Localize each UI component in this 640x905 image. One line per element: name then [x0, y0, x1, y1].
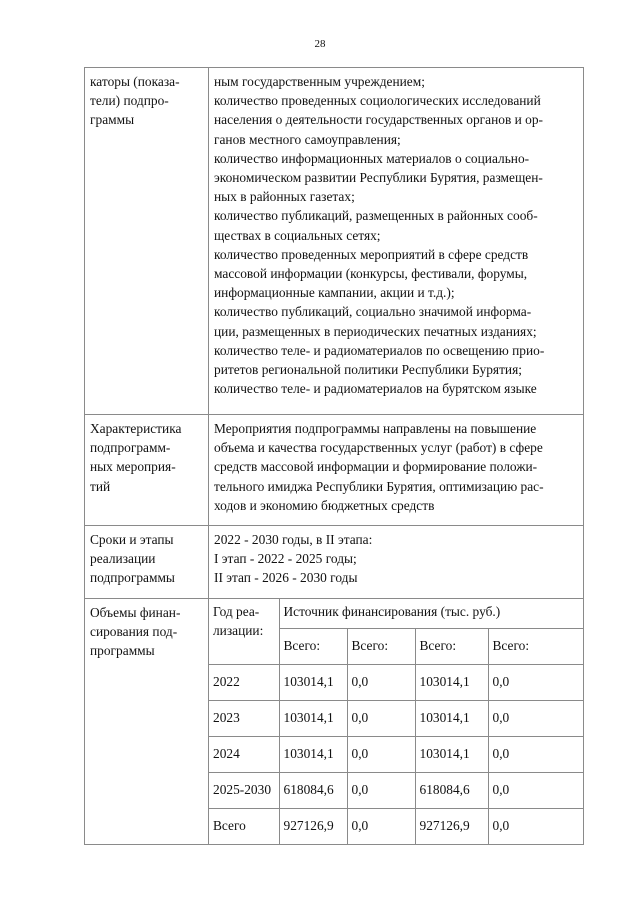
timeline-label: Сроки и этапы реализации подпрограммы [85, 526, 209, 599]
value-cell: 0,0 [488, 701, 583, 737]
sub-header: Всего: [347, 629, 415, 665]
value-cell: 0,0 [347, 809, 415, 845]
value-cell: 0,0 [347, 701, 415, 737]
table-row [209, 773, 583, 809]
finance-content [209, 599, 584, 845]
table-row [209, 737, 583, 773]
year-cell: Всего [209, 809, 279, 845]
value-cell: 927126,9 [415, 809, 488, 845]
characteristics-row [85, 415, 584, 526]
value-cell: 0,0 [488, 809, 583, 845]
sub-header: Всего: [415, 629, 488, 665]
timeline-content: 2022 - 2030 годы, в II этапа: I этап - 2022 - 2025 годы; II этап - 2026 - 2030 годы [209, 526, 584, 599]
year-cell: 2023 [209, 701, 279, 737]
characteristics-content: Мероприятия подпрограммы направлены на повышение объема и качества государственных услуг (работ) в сфере средств массовой информации и формирование положи- тельного имиджа Республики Бурятия, оптимизацию рас- ходов и экономию бюджетных средств [209, 415, 584, 526]
value-cell: 103014,1 [415, 701, 488, 737]
source-header: Источник финансирования (тыс. руб.) [279, 599, 583, 629]
table-row [209, 701, 583, 737]
value-cell: 103014,1 [415, 737, 488, 773]
value-cell: 103014,1 [279, 701, 347, 737]
finance-header-row [209, 599, 583, 629]
year-header: Год реа- лизации: [209, 599, 279, 665]
finance-label: Объемы финан- сирования под- программы [85, 599, 209, 845]
sub-header: Всего: [488, 629, 583, 665]
finance-row [85, 599, 584, 845]
indicators-row [85, 68, 584, 415]
table-row [209, 809, 583, 845]
passport-table [84, 67, 584, 845]
year-cell: 2022 [209, 665, 279, 701]
table-row [209, 665, 583, 701]
value-cell: 0,0 [488, 665, 583, 701]
value-cell: 0,0 [347, 773, 415, 809]
indicators-label: каторы (показа- тели) подпро- граммы [85, 68, 209, 415]
year-cell: 2024 [209, 737, 279, 773]
value-cell: 927126,9 [279, 809, 347, 845]
value-cell: 0,0 [488, 773, 583, 809]
characteristics-label: Характеристика подпрограмм- ных мероприя- тий [85, 415, 209, 526]
year-cell: 2025-2030 [209, 773, 279, 809]
value-cell: 103014,1 [279, 665, 347, 701]
value-cell: 0,0 [347, 737, 415, 773]
finance-table [209, 599, 583, 844]
value-cell: 618084,6 [415, 773, 488, 809]
value-cell: 618084,6 [279, 773, 347, 809]
value-cell: 0,0 [488, 737, 583, 773]
timeline-row [85, 526, 584, 599]
page-number: 28 [314, 38, 326, 50]
value-cell: 103014,1 [415, 665, 488, 701]
value-cell: 103014,1 [279, 737, 347, 773]
sub-header: Всего: [279, 629, 347, 665]
value-cell: 0,0 [347, 665, 415, 701]
indicators-content: ным государственным учреждением; количество проведенных социологических исследований населения о деятельности государственных органов и ор- ганов местного самоуправления; количество информационных материалов о социально- экономическом развитии Республики Бурятия, размещен- ных в районных газетах; количество публикаций, размещенных в районных сооб- ществах в социальных сетях; количество проведенных мероприятий в сфере средств массовой информации (конкурсы, фестивали, форумы, информационные кампании, акции и т.д.); количество публикаций, социально значимой информа- ции, размещенных в периодических печатных изданиях; количество теле- и радиоматериалов по освещению прио- ритетов региональной политики Республики Бурятия; количество теле- и радиоматериалов на бурятском языке [209, 68, 584, 415]
